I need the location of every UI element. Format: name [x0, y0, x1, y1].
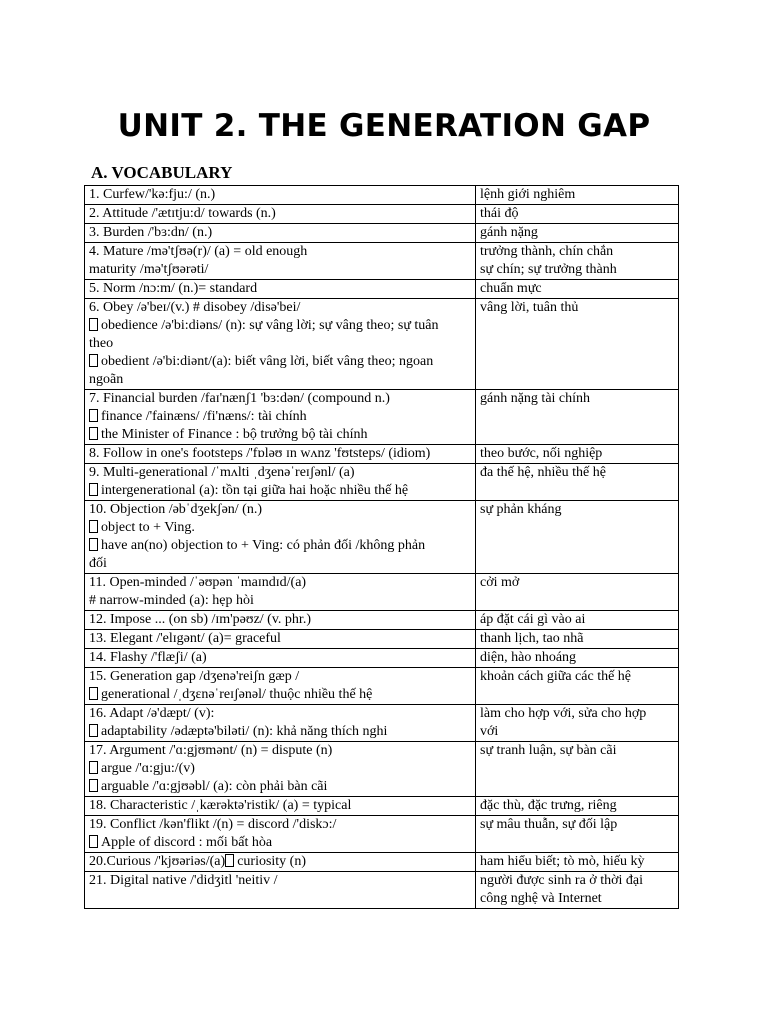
meaning-line: thanh lịch, tao nhã	[480, 631, 584, 646]
term-line: # narrow-minded (a): hẹp hòi	[89, 593, 254, 608]
term-line: obedience /ə'bi:diəns/ (n): sự vâng lời; sự vâng theo; sự tuân	[101, 318, 439, 333]
table-row	[85, 299, 679, 390]
section-heading: A. VOCABULARY	[91, 163, 233, 182]
term-line: intergenerational (a): tồn tại giữa hai hoặc nhiều thế hệ	[101, 483, 409, 498]
meaning-line: lệnh giới nghiêm	[480, 187, 576, 202]
table-row	[85, 243, 679, 280]
term-line: 19. Conflict /kən'flikt /(n) = discord /'diskɔ:/	[89, 817, 337, 832]
meaning-cell	[476, 630, 679, 649]
term-line: theo	[89, 336, 114, 351]
term-line: ngoãn	[89, 372, 124, 387]
term-line: 18. Characteristic /ˌkærəktə'ristik/ (a) = typical	[89, 798, 352, 813]
table-row	[85, 464, 679, 501]
term-cell	[85, 390, 476, 445]
meaning-line: người được sinh ra ở thời đại	[480, 873, 643, 888]
term-cell	[85, 742, 476, 797]
meaning-cell	[476, 224, 679, 243]
term-cell	[85, 630, 476, 649]
meaning-line: với	[480, 724, 499, 739]
term-cell	[85, 280, 476, 299]
right-arrow-icon	[89, 409, 98, 422]
term-line: have an(no) objection to + Ving: có phản đối /không phản	[101, 538, 426, 553]
table-row	[85, 872, 679, 909]
right-arrow-icon	[89, 761, 98, 774]
meaning-cell	[476, 186, 679, 205]
term-cell	[85, 705, 476, 742]
table-row	[85, 280, 679, 299]
meaning-cell	[476, 243, 679, 280]
right-arrow-icon	[89, 483, 98, 496]
table-row	[85, 611, 679, 630]
meaning-cell	[476, 611, 679, 630]
right-arrow-icon	[89, 520, 98, 533]
term-line: finance /'fainæns/ /fi'næns/: tài chính	[101, 409, 307, 424]
meaning-cell	[476, 445, 679, 464]
term-line: 20.Curious /'kjʊəriəs/(a)	[89, 854, 226, 869]
term-line: 11. Open-minded /ˈəʊpən ˈmaɪndɪd/(a)	[89, 575, 307, 590]
term-cell	[85, 464, 476, 501]
term-cell	[85, 797, 476, 816]
term-line: 7. Financial burden /faɪ'nænʃ1 'bɜ:dən/ (compound n.)	[89, 391, 390, 406]
meaning-line: sự tranh luận, sự bàn cãi	[480, 743, 617, 758]
term-line: 16. Adapt /ə'dæpt/ (v):	[89, 706, 215, 721]
term-line: 8. Follow in one's footsteps /'fɒləʊ ɪn wʌnz 'fʊtsteps/ (idiom)	[89, 446, 431, 461]
meaning-line: ham hiểu biết; tò mò, hiếu kỳ	[480, 854, 645, 869]
meaning-line: gánh nặng tài chính	[480, 391, 591, 406]
term-cell	[85, 186, 476, 205]
meaning-line: trưởng thành, chín chắn	[480, 244, 614, 259]
term-line: 4. Mature /mə'tʃʊə(r)/ (a) = old enough	[89, 244, 308, 259]
meaning-cell	[476, 649, 679, 668]
table-row	[85, 501, 679, 574]
term-cell	[85, 574, 476, 611]
term-line: 2. Attitude /'ætɪtju:d/ towards (n.)	[89, 206, 276, 221]
term-cell	[85, 445, 476, 464]
meaning-cell	[476, 390, 679, 445]
meaning-cell	[476, 464, 679, 501]
table-row	[85, 649, 679, 668]
term-cell	[85, 501, 476, 574]
term-cell	[85, 649, 476, 668]
meaning-cell	[476, 668, 679, 705]
meaning-cell	[476, 205, 679, 224]
meaning-cell	[476, 816, 679, 853]
table-row	[85, 705, 679, 742]
meaning-cell	[476, 742, 679, 797]
term-line: curiosity (n)	[237, 854, 307, 869]
meaning-line: gánh nặng	[480, 225, 538, 240]
meaning-line: diện, hào nhoáng	[480, 650, 577, 665]
right-arrow-icon	[89, 427, 98, 440]
right-arrow-icon	[89, 354, 98, 367]
meaning-line: chuẩn mực	[480, 281, 542, 296]
table-row	[85, 445, 679, 464]
table-row	[85, 816, 679, 853]
meaning-line: cởi mở	[480, 575, 520, 590]
term-line: 21. Digital native /'didʒitl 'neitiv /	[89, 873, 278, 888]
term-cell	[85, 224, 476, 243]
term-line: 9. Multi-generational /ˈmʌlti ˌdʒenəˈreɪʃənl/ (a)	[89, 465, 355, 480]
meaning-line: thái độ	[480, 206, 519, 221]
right-arrow-icon	[89, 779, 98, 792]
meaning-line: khoản cách giữa các thế hệ	[480, 669, 632, 684]
right-arrow-icon	[89, 687, 98, 700]
term-line: maturity /mə'tʃʊərəti/	[89, 262, 209, 277]
right-arrow-icon	[89, 724, 98, 737]
term-line: generational /ˌdʒɛnəˈreɪʃənəl/ thuộc nhiều thế hệ	[101, 687, 373, 702]
meaning-cell	[476, 853, 679, 872]
term-cell	[85, 611, 476, 630]
term-cell	[85, 853, 476, 872]
table-row	[85, 390, 679, 445]
meaning-cell	[476, 574, 679, 611]
table-row	[85, 630, 679, 649]
meaning-line: sự mâu thuẫn, sự đối lập	[480, 817, 618, 832]
page-title: UNIT 2. THE GENERATION GAP	[117, 108, 651, 144]
meaning-line: theo bước, nối nghiệp	[480, 446, 603, 461]
term-line: argue /'ɑ:gju:/(v)	[101, 761, 195, 776]
term-line: object to + Ving.	[101, 520, 195, 535]
term-line: đối	[89, 556, 107, 571]
right-arrow-icon	[89, 835, 98, 848]
term-cell	[85, 872, 476, 909]
meaning-line: sự phản kháng	[480, 502, 562, 517]
term-line: 14. Flashy /'flæʃi/ (a)	[89, 650, 207, 665]
term-line: 6. Obey /ə'beɪ/(v.) # disobey /disə'bei/	[89, 300, 301, 315]
table-row	[85, 224, 679, 243]
table-row	[85, 186, 679, 205]
meaning-line: đa thế hệ, nhiều thế hệ	[480, 465, 606, 480]
vocabulary-table	[84, 185, 679, 909]
meaning-cell	[476, 280, 679, 299]
term-cell	[85, 668, 476, 705]
table-row	[85, 574, 679, 611]
table-row	[85, 742, 679, 797]
term-line: Apple of discord : mối bất hòa	[101, 835, 273, 850]
term-line: the Minister of Finance : bộ trưởng bộ tài chính	[101, 427, 368, 442]
right-arrow-icon	[89, 538, 98, 551]
meaning-line: đặc thù, đặc trưng, riêng	[480, 798, 617, 813]
term-line: arguable /'ɑ:gjʊəbl/ (a): còn phải bàn cãi	[101, 779, 328, 794]
term-line: 12. Impose ... (on sb) /ɪm'pəʊz/ (v. phr.)	[89, 612, 311, 627]
term-line: 15. Generation gap /dʒenə'reiʃn gæp /	[89, 669, 300, 684]
meaning-line: sự chín; sự trưởng thành	[480, 262, 617, 277]
term-line: adaptability /ədæptə'biləti/ (n): khả năng thích nghi	[101, 724, 388, 739]
term-line: 17. Argument /'ɑ:gjʊmənt/ (n) = dispute (n)	[89, 743, 333, 758]
table-row	[85, 853, 679, 872]
term-line: 5. Norm /nɔ:m/ (n.)= standard	[89, 281, 258, 296]
meaning-line: áp đặt cái gì vào ai	[480, 612, 586, 627]
table-row	[85, 668, 679, 705]
term-line: 13. Elegant /'elɪgənt/ (a)= graceful	[89, 631, 281, 646]
meaning-cell	[476, 299, 679, 390]
meaning-cell	[476, 872, 679, 909]
meaning-cell	[476, 705, 679, 742]
meaning-line: làm cho hợp với, sửa cho hợp	[480, 706, 647, 721]
meaning-line: công nghệ và Internet	[480, 891, 602, 906]
right-arrow-icon	[89, 318, 98, 331]
term-cell	[85, 205, 476, 224]
meaning-line: vâng lời, tuân thủ	[480, 300, 579, 315]
term-cell	[85, 816, 476, 853]
right-arrow-icon	[225, 854, 234, 867]
term-cell	[85, 299, 476, 390]
term-line: 1. Curfew/'kə:fju:/ (n.)	[89, 187, 216, 202]
term-line: obedient /ə'bi:diənt/(a): biết vâng lời, biết vâng theo; ngoan	[101, 354, 434, 369]
table-row	[85, 797, 679, 816]
term-line: 10. Objection /əbˈdʒekʃən/ (n.)	[89, 502, 262, 517]
meaning-cell	[476, 797, 679, 816]
meaning-cell	[476, 501, 679, 574]
table-row	[85, 205, 679, 224]
term-cell	[85, 243, 476, 280]
term-line: 3. Burden /'bɜ:dn/ (n.)	[89, 225, 213, 240]
